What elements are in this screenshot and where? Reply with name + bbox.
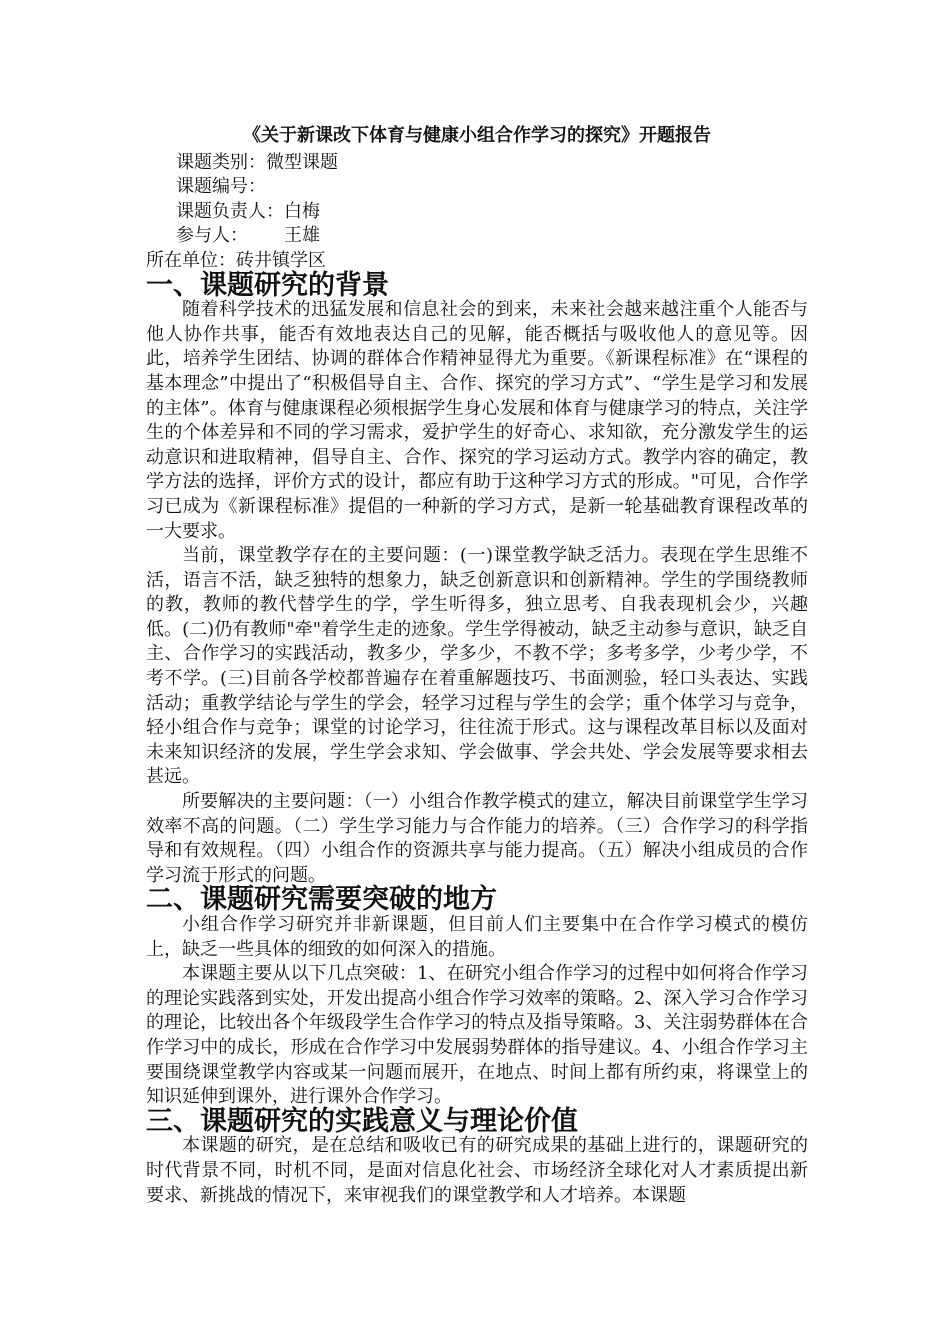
- meta-category-label: 课题类别：: [176, 151, 266, 173]
- meta-number-label: 课题编号：: [176, 176, 266, 198]
- meta-owner: [146, 200, 808, 225]
- section-paragraph: 随着科学技术的迅猛发展和信息社会的到来，未来社会越来越注重个人能否与他人协作共事，能否有效地表达自己的见解，能否概括与吸收他人的意见等。因此，培养学生团结、协调的群体合作精神显得尤为重要。《新课程标准》在“课程的基本理念”中提出了“积极倡导自主、合作、探究的学习方式”、“学生是学习和发展的主体”。体育与健康课程必须根据学生身心发展和体育与健康学习的特点，关注学生的个体差异和不同的学习需求，爱护学生的好奇心、求知欲，充分激发学生的运动意识和进取精神，倡导自主、合作、探究的学习运动方式。教学内容的确定，教学方法的选择，评价方式的设计，都应有助于这种学习方式的形成。"可见，合作学习已成为《新课程标准》提倡的一种新的学习方式，是新一轮基础教育课程改革的一大要求。: [146, 299, 808, 542]
- meta-participant: [146, 224, 808, 249]
- document-title: 《关于新课改下体育与健康小组合作学习的探究》开题报告: [243, 125, 711, 146]
- meta-unit-label: 所在单位：: [146, 249, 236, 271]
- meta-owner-label: 课题负责人：: [176, 200, 284, 222]
- section-paragraph: 本课题主要从以下几点突破：1、在研究小组合作学习的过程中如何将合作学习的理论实践落到实处，开发出提高小组合作学习效率的策略。2、深入学习合作学习的理论，比较出各个年级段学生合作学习的特点及指导策略。3、关注弱势群体在合作学习中的成长，形成在合作学习中发展弱势群体的指导建议。4、小组合作学习主要围绕课堂教学内容或某一问题而展开，在地点、时间上都有所约束，将课堂上的知识延伸到课外，进行课外合作学习。: [146, 963, 808, 1108]
- meta-unit-value: 砖井镇学区: [236, 249, 326, 271]
- meta-category: [146, 151, 808, 176]
- meta-number: [146, 175, 808, 200]
- meta-owner-value: 白梅: [284, 200, 320, 222]
- section-paragraph: 小组合作学习研究并非新课题，但目前人们主要集中在合作学习模式的模仿上，缺乏一些具体的细致的如何深入的措施。: [146, 914, 808, 960]
- section-paragraph: 所要解决的主要问题：（一）小组合作教学模式的建立，解决目前课堂学生学习效率不高的问题。（二）学生学习能力与合作能力的培养。（三）合作学习的科学指导和有效规程。（四）小组合作的资源共享与能力提高。（五）解决小组成员的合作学习流于形式的问题。: [146, 791, 808, 886]
- section-paragraph: 本课题的研究，是在总结和吸收已有的研究成果的基础上进行的，课题研究的时代背景不同，时机不同，是面对信息化社会、市场经济全球化对人才素质提出新要求、新挑战的情况下，来审视我们的课堂教学和人才培养。本课题: [146, 1135, 808, 1206]
- section-heading: 一、课题研究的背景: [146, 269, 389, 301]
- section-heading: 二、课题研究需要突破的地方: [146, 884, 497, 916]
- section-heading: 三、课题研究的实践意义与理论价值: [146, 1105, 578, 1137]
- document-page: [146, 124, 808, 1208]
- section-paragraph: 当前，课堂教学存在的主要问题：(一)课堂教学缺乏活力。表现在学生思维不活，语言不活，缺乏独特的想象力，缺乏创新意识和创新精神。学生的学围绕教师的教，教师的教代替学生的学，学生听得多，独立思考、自我表现机会少，兴趣低。(二)仍有教师"牵"着学生走的迹象。学生学得被动，缺乏主动参与意识，缺乏自主、合作学习的实践活动，教多少，学多少，不教不学；多考多学，少考少学，不考不学。(三)目前各学校都普遍存在着重解题技巧、书面测验，轻口头表达、实践活动；重教学结论与学生的学会，轻学习过程与学生的会学；重个体学习与竞争，轻小组合作与竞争；课堂的讨论学习，往往流于形式。这与课程改革目标以及面对未来知识经济的发展，学生学会求知、学会做事、学会共处、学会发展等要求相去甚远。: [146, 545, 808, 788]
- meta-participant-label: 参与人：: [176, 225, 248, 247]
- meta-category-value: 微型课题: [266, 151, 338, 173]
- meta-participant-value: 王雄: [284, 225, 320, 247]
